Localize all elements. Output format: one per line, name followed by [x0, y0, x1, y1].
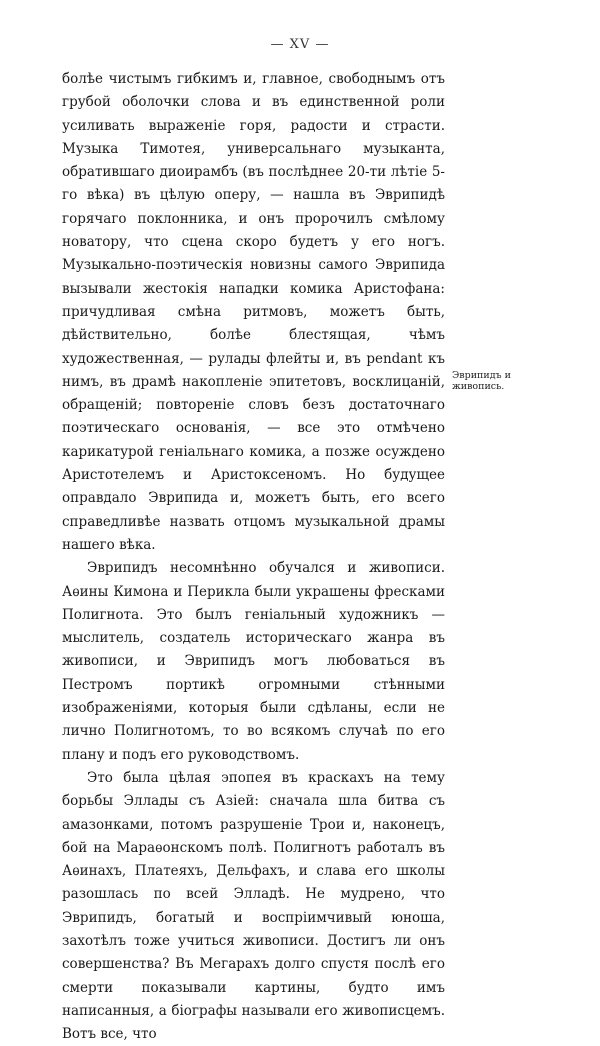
paragraph: Это была цѣлая эпопея въ краскахъ на тему борьбы Эллады съ Азіей: сначала шла битва съ амазонками, потомъ разрушеніе Трои и, наконецъ, бой на Мараѳонскомъ полѣ. Полигнотъ работалъ въ Аѳинахъ, Платеяхъ, Дельфахъ, и слава его школы разошлась по всей Элладѣ. Не мудрено, что Эврипидъ, богатый и воспріимчивый юноша, захотѣлъ тоже учиться живописи. Достигъ ли онъ совершенства? Въ Мегарахъ долго спустя послѣ его смерти показывали картины, будто имъ написанныя, а біографы называли его живописцемъ. Вотъ все, что	[62, 769, 445, 1043]
page-number: — XV —	[270, 37, 330, 52]
body-text	[62, 68, 445, 1046]
margin-note: Эврипидъ и живопись.	[452, 370, 511, 392]
paragraph: болѣе чистымъ гибкимъ и, главное, свободнымъ отъ грубой оболочки слова и въ единственной роли усиливать выраженіе горя, радости и страсти. Музыка Тимотея, универсальнаго музыканта, обратившаго диоирамбъ (въ послѣднее 20-ти лѣтіе 5-го вѣка) въ цѣлую оперу, — нашла въ Эврипидѣ горячаго поклонника, и онъ пророчилъ смѣлому новатору, что сцена скоро будетъ у его ногъ. Музыкально-поэтическія новизны самого Эврипида вызывали жестокія нападки комика Аристофана: причудливая смѣна ритмовъ, можетъ быть, дѣйствительно, болѣе блестящая, чѣмъ художественная, — рулады флейты и, въ pendant къ нимъ, въ драмѣ накопленіе эпитетовъ, восклицаній, обращеній; повтореніе словъ безъ достаточнаго поэтическаго основанія, — все это отмѣчено карикатурой геніальнаго комика, а позже осуждено Аристотелемъ и Аристоксеномъ. Но будущее оправдало Эврипида и, можетъ быть, его всего справедливѣе назвать отцомъ музыкальной драмы нашего вѣка.	[62, 71, 445, 553]
paragraph: Эврипидъ несомнѣнно обучался и живописи. Аѳины Кимона и Перикла были украшены фресками Полигнота. Это былъ геніальный художникъ — мыслитель, создатель историческаго жанра въ живописи, и Эврипидъ могъ любоваться въ Пестромъ портикѣ огромными стѣнными изображеніями, которыя были сдѣланы, если не лично Полигнотомъ, то во всякомъ случаѣ по его плану и подъ его руководствомъ.	[62, 560, 445, 763]
